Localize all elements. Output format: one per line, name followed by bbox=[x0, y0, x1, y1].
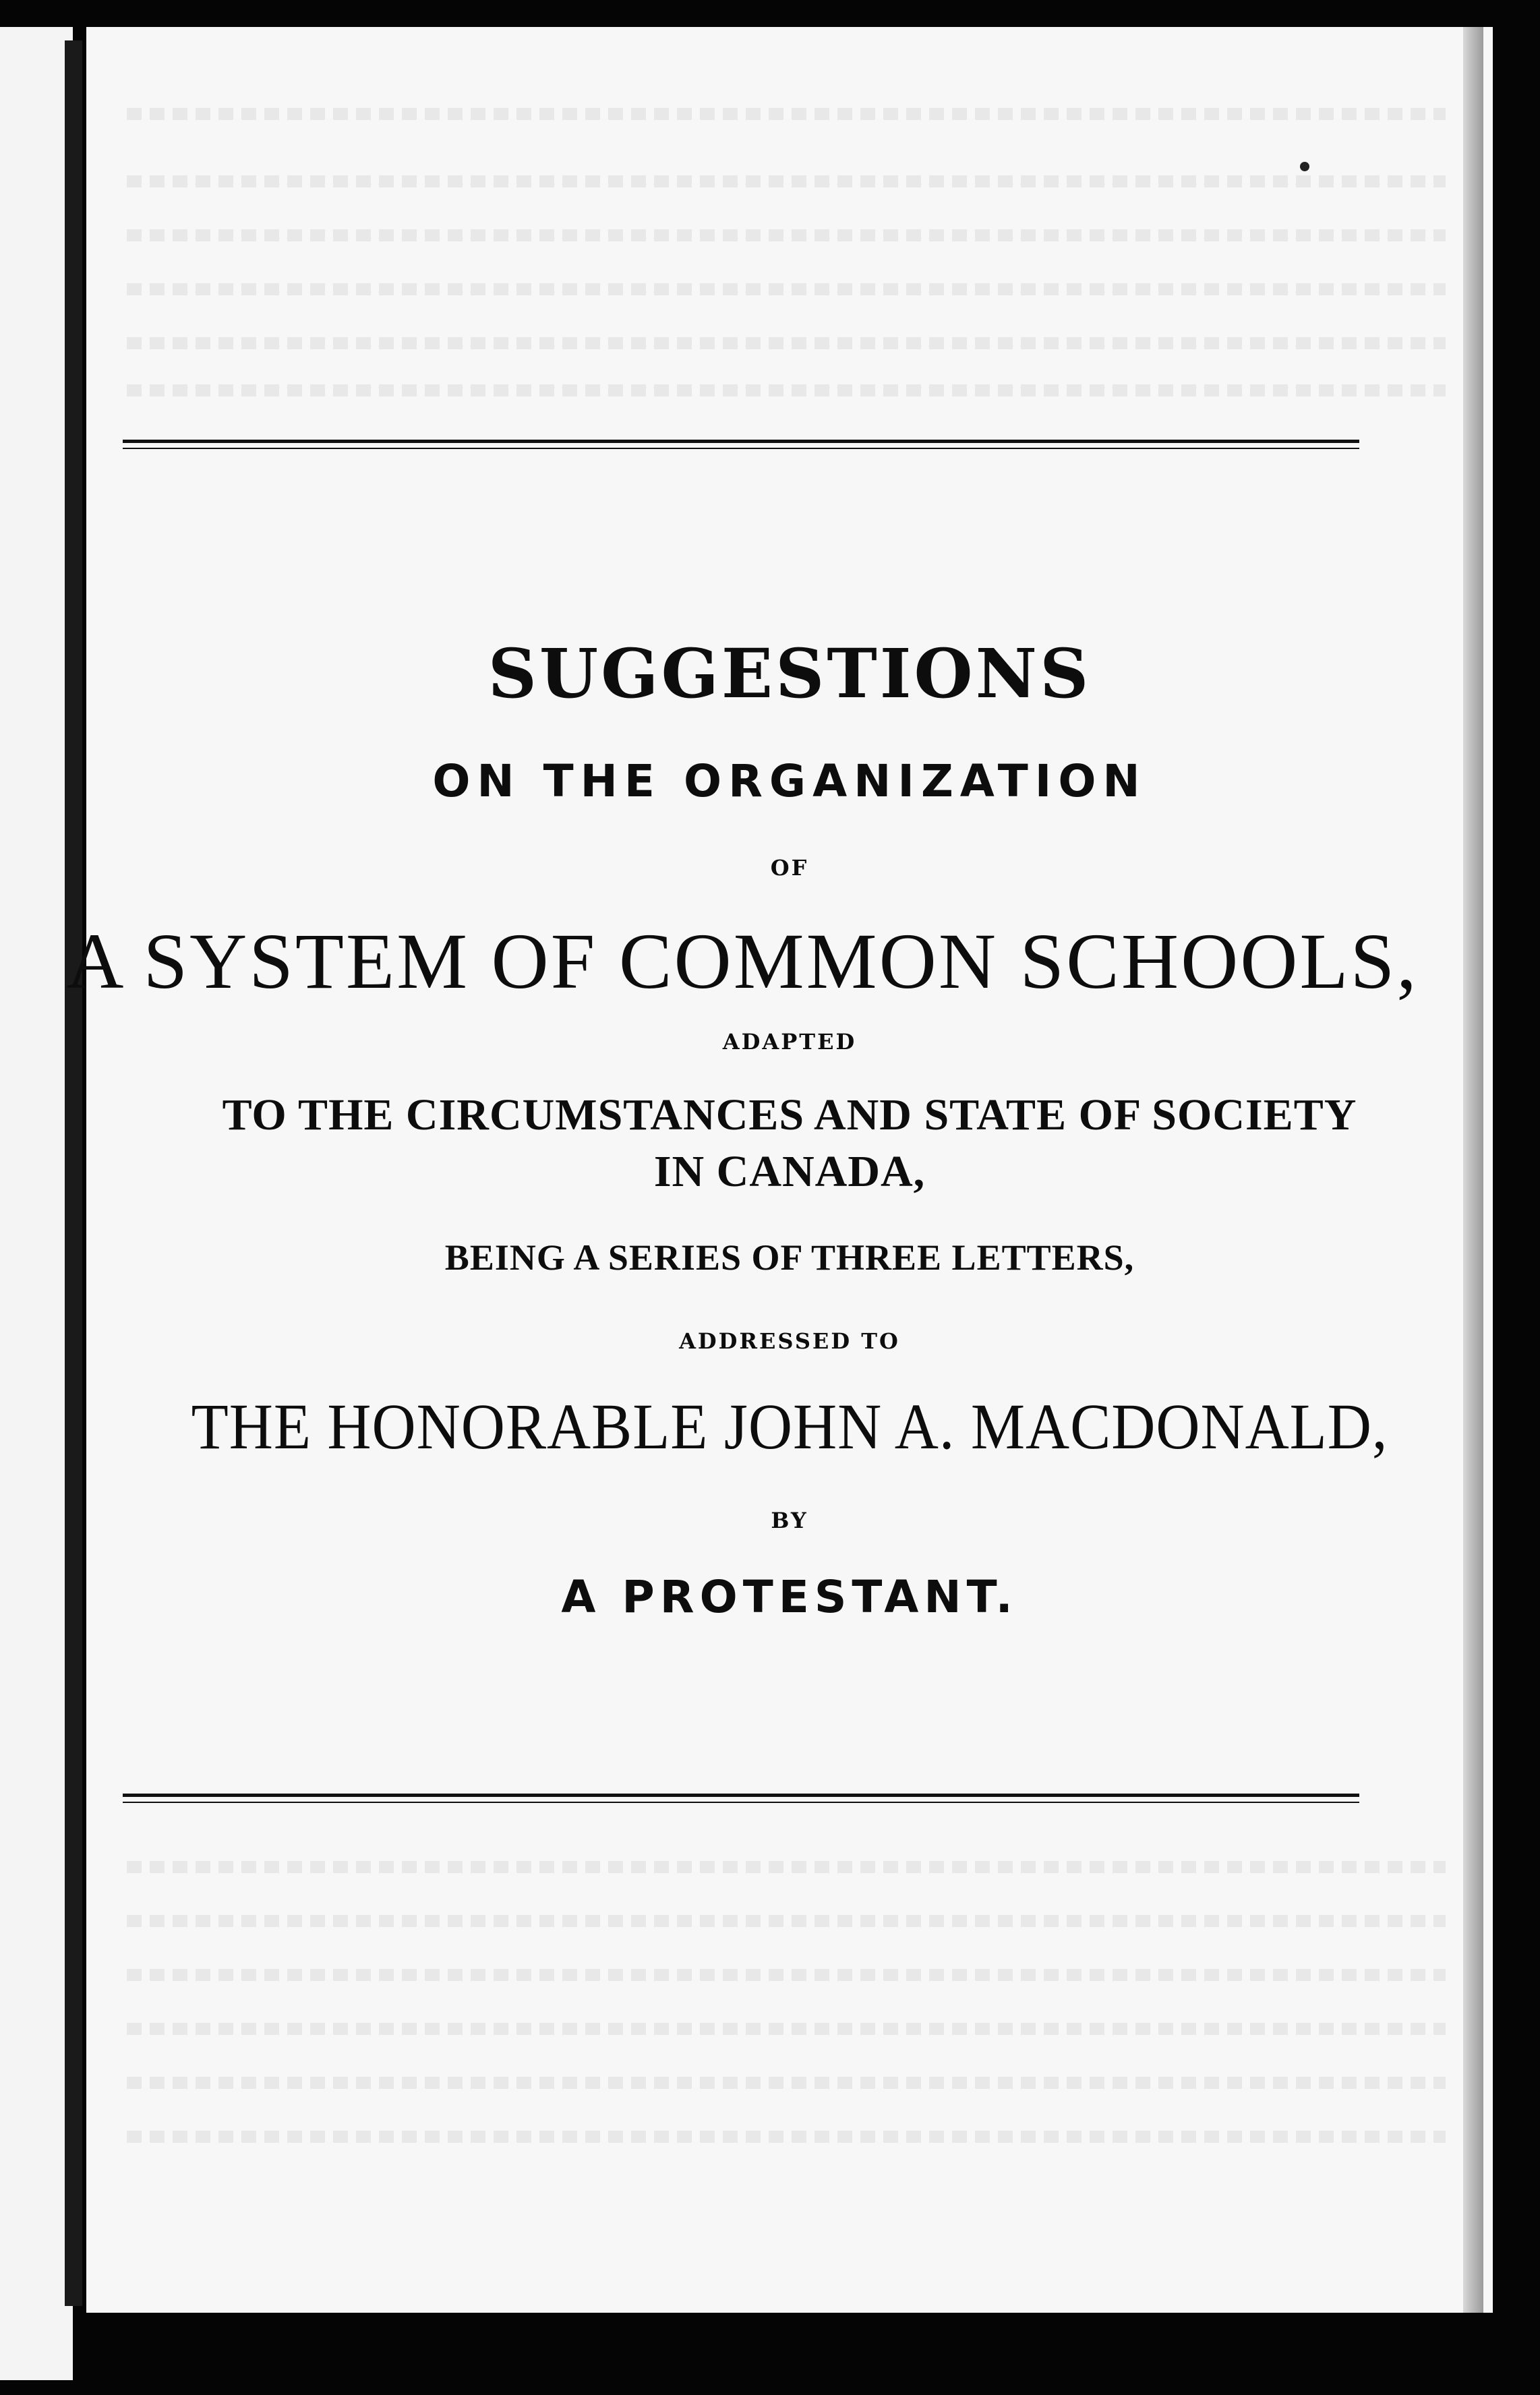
show-through-line bbox=[127, 1915, 1446, 1927]
binding-gutter bbox=[65, 40, 82, 2306]
addressed-to: ADDRESSED TO bbox=[679, 1328, 900, 1354]
show-through-line bbox=[127, 1969, 1446, 1981]
show-through-line bbox=[127, 2131, 1446, 2143]
title-page bbox=[66, 27, 1493, 2313]
show-through-line bbox=[127, 283, 1446, 295]
show-through-line bbox=[127, 2077, 1446, 2089]
show-through-line bbox=[127, 337, 1446, 349]
of-word: OF bbox=[770, 855, 809, 881]
series-line: BEING A SERIES OF THREE LETTERS, bbox=[444, 1237, 1135, 1278]
bottom-rule bbox=[123, 1794, 1359, 1803]
scan-speck bbox=[1300, 162, 1309, 171]
show-through-line bbox=[127, 175, 1446, 187]
canada-line: IN CANADA, bbox=[653, 1147, 926, 1196]
show-through-line bbox=[127, 384, 1446, 396]
system-heading: A SYSTEM OF COMMON SCHOOLS, bbox=[66, 917, 1419, 1005]
show-through-line bbox=[127, 108, 1446, 120]
top-rule bbox=[123, 440, 1359, 449]
facing-page-fragment bbox=[0, 27, 73, 2380]
circumstances-line: TO THE CIRCUMSTANCES AND STATE OF SOCIETY bbox=[222, 1090, 1357, 1140]
recipient-name: THE HONORABLE JOHN A. MACDONALD, bbox=[191, 1390, 1388, 1462]
document-subtitle: ON THE ORGANIZATION bbox=[432, 755, 1147, 807]
adapted-word: ADAPTED bbox=[722, 1029, 857, 1055]
document-title: SUGGESTIONS bbox=[487, 634, 1092, 713]
show-through-line bbox=[127, 2023, 1446, 2035]
author-name: A PROTESTANT. bbox=[561, 1571, 1018, 1623]
page-edge-shadow bbox=[1463, 27, 1483, 2313]
by-word: BY bbox=[771, 1508, 808, 1533]
show-through-line bbox=[127, 229, 1446, 241]
show-through-line bbox=[127, 1861, 1446, 1873]
